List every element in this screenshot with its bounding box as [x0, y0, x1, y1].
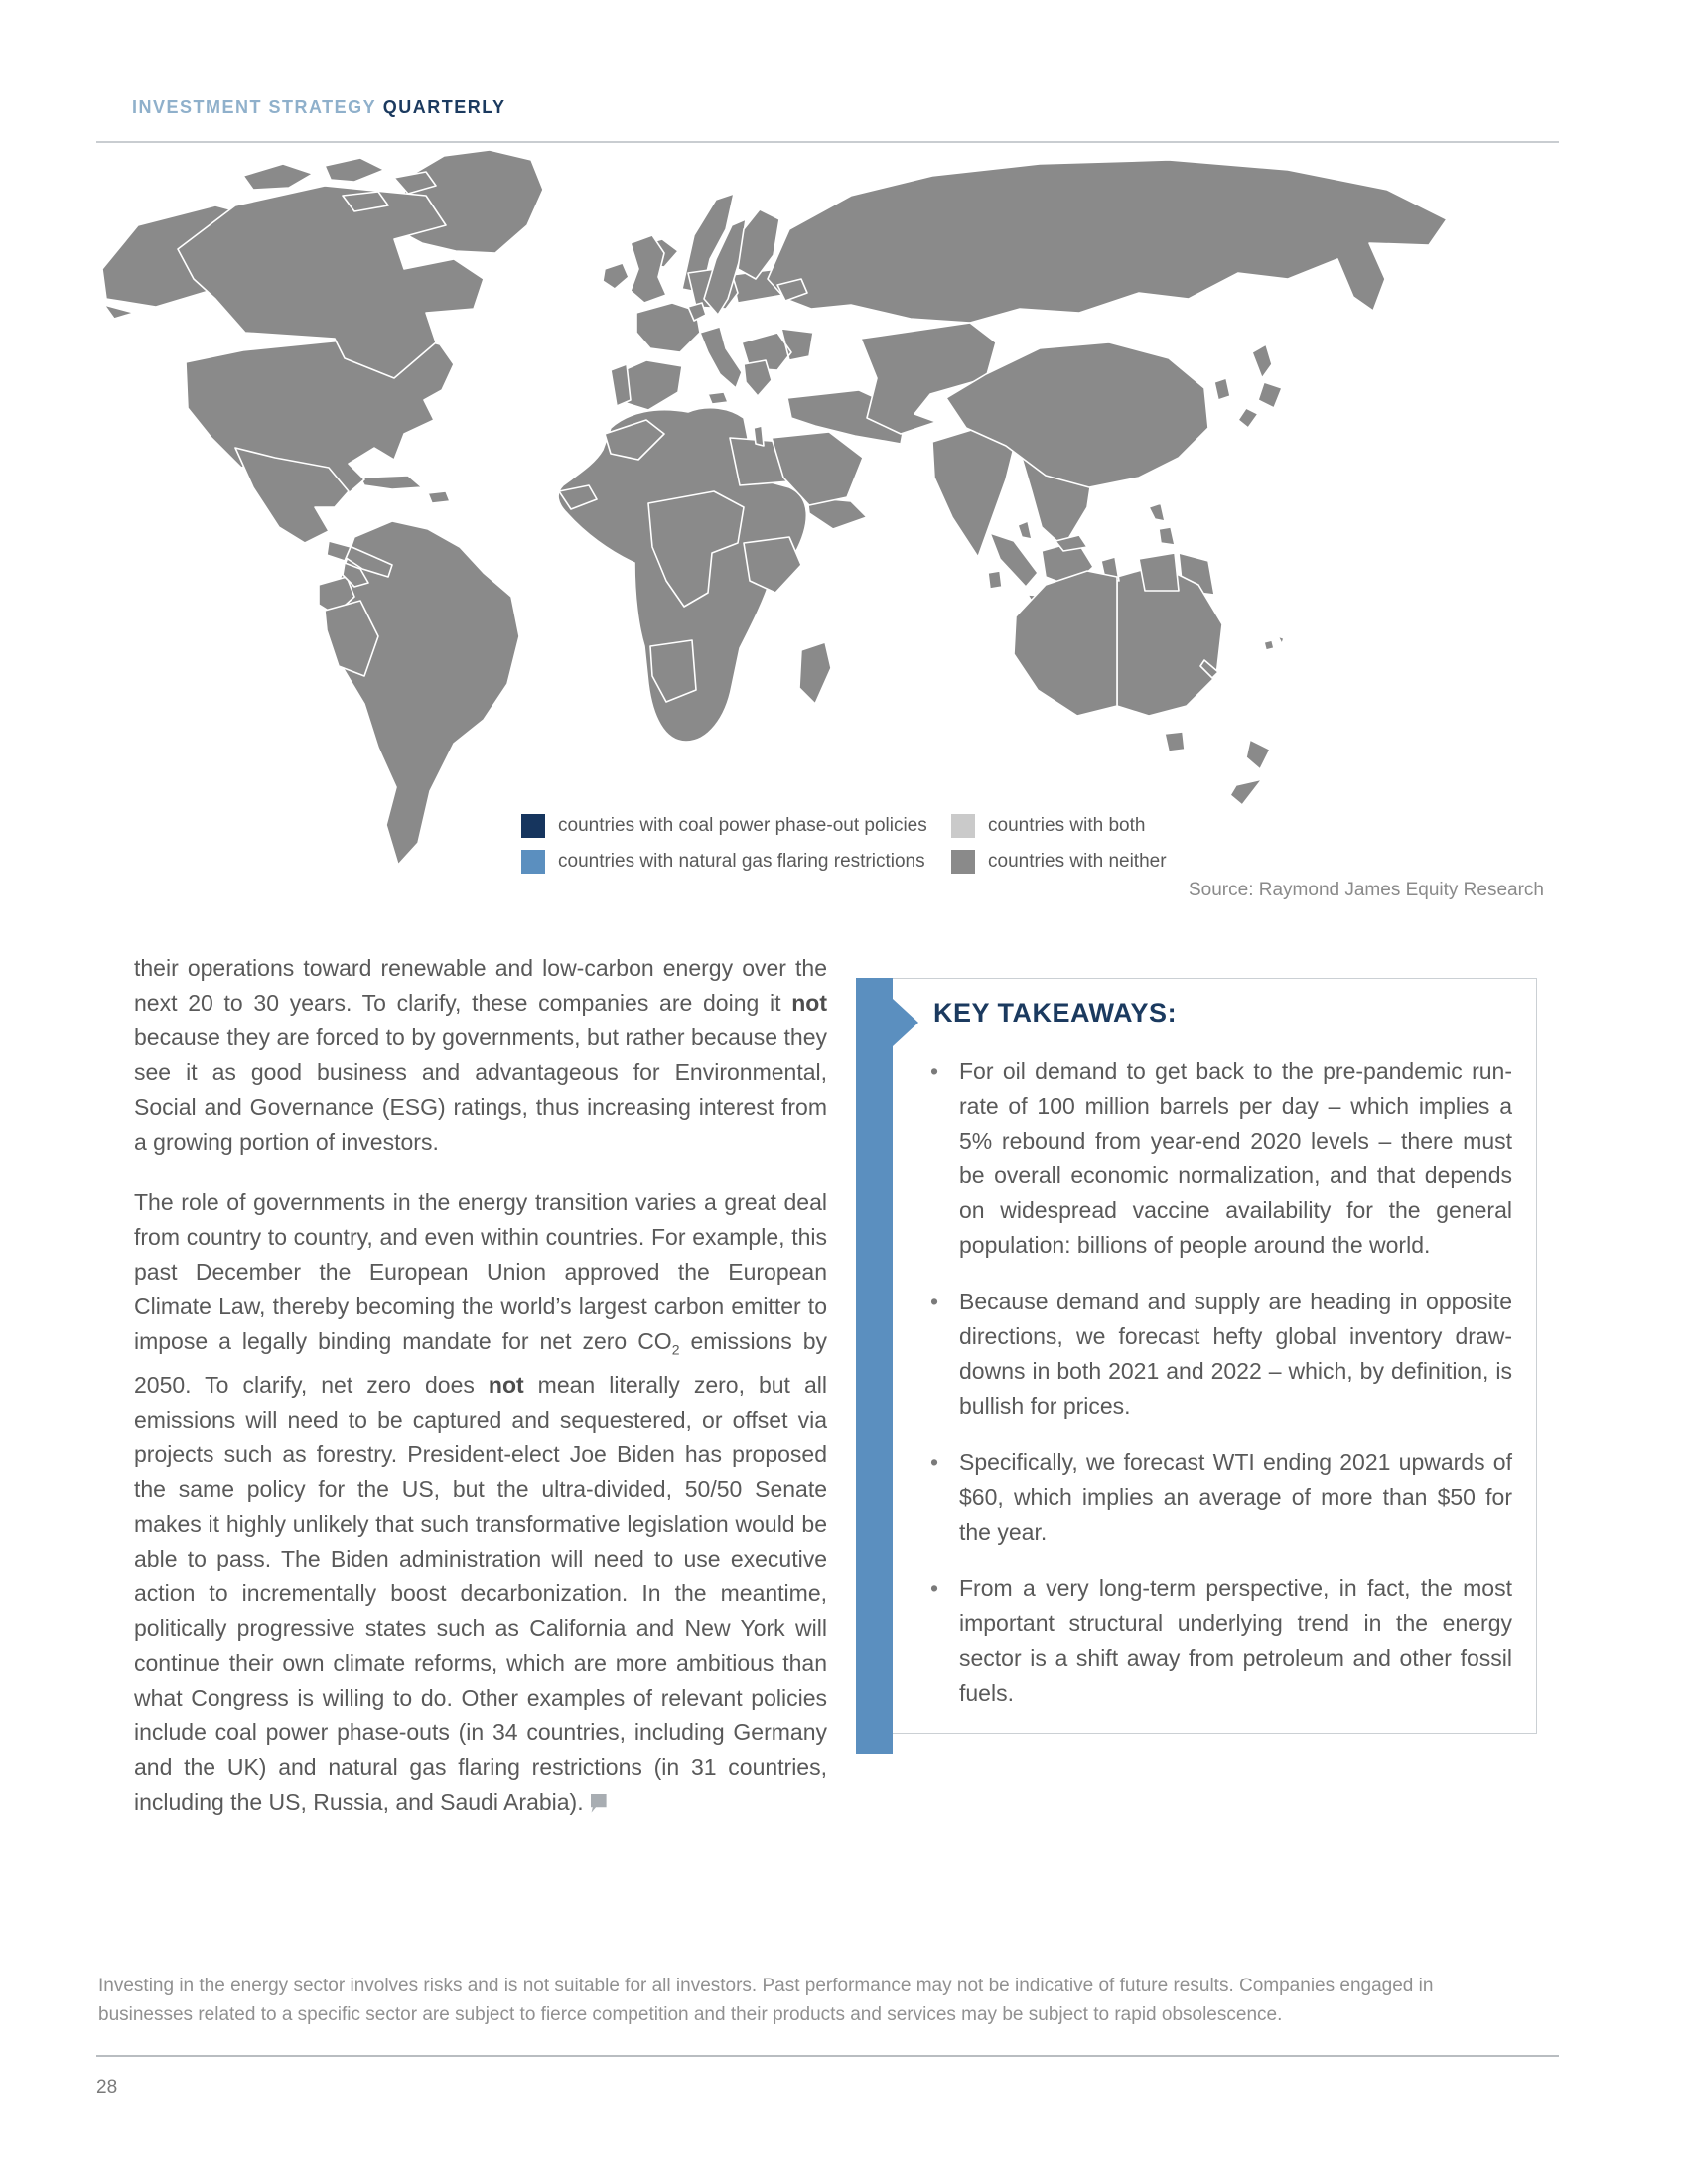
map-region-sri-lanka — [988, 571, 1002, 589]
end-of-article-mark — [591, 1794, 607, 1813]
publication-title-light: INVESTMENT STRATEGY — [132, 97, 377, 117]
map-region-italy — [700, 327, 742, 404]
map-region-caribbean — [360, 476, 450, 503]
publication-title — [132, 97, 506, 118]
map-source: Source: Raymond James Equity Research — [1189, 880, 1544, 900]
publication-title-bold: QUARTERLY — [382, 97, 506, 117]
key-takeaways-list — [928, 1054, 1512, 1732]
map-region-philippines — [1149, 503, 1175, 545]
p2-text: The role of governments in the energy transition varies a great deal from country to country, and even within countries. For example, this past December the European Union approved the European Climate Law, thereby becoming the world’s largest carbon emitter to impose a legally binding mandate for net zero CO — [134, 1189, 827, 1354]
key-takeaways-title: KEY TAKEAWAYS: — [933, 998, 1178, 1027]
map-region-israel — [754, 426, 764, 446]
key-takeaways-ribbon — [856, 978, 893, 1754]
legend-label-flaring: countries with natural gas flaring restrictions — [558, 851, 925, 872]
key-takeaway-item: • Because demand and supply are heading in opposite directions, we forecast hefty global inventory draw-downs in both 2021 and 2022 – which, by definition, is bullish for prices. — [928, 1285, 1512, 1424]
map-region-tasmania — [1165, 732, 1185, 751]
map-legend — [521, 814, 1167, 874]
p2-subscript: 2 — [671, 1341, 680, 1358]
legend-item-coal — [521, 814, 951, 838]
map-region-greece — [744, 360, 772, 396]
legend-item-flaring — [521, 850, 951, 874]
map-region-japan — [1238, 344, 1282, 428]
page-number: 28 — [96, 2077, 118, 2098]
map-region-russia — [768, 160, 1447, 323]
article-paragraph-2 — [134, 1185, 827, 1820]
map-region-new-zealand — [1230, 740, 1270, 805]
article-paragraph-1 — [134, 951, 827, 1160]
p2-bold: not — [488, 1371, 524, 1398]
legend-item-both — [951, 814, 1167, 838]
key-takeaway-item: • From a very long-term perspective, in fact, the most important structural underlying trend in the energy sector is a shift away from petroleum and other fossil fuels. — [928, 1571, 1512, 1710]
p1-text-2: because they are forced to by governments, but rather because they see it as good business and advantageous for Environmental, Social and Governance (ESG) ratings, thus increasing interest from a growing portion of investors. — [134, 1024, 827, 1155]
footer-disclaimer: Investing in the energy sector involves risks and is not suitable for all investors. Past performance may not be indicative of future results. Companies engaged in businesses related to a specific sector are subject to fierce competition and their products and services may be subject to rapid obsolescence. — [98, 1976, 1434, 2025]
key-takeaway-item: • Specifically, we forecast WTI ending 2021 upwards of $60, which implies an average of more than $50 for the year. — [928, 1445, 1512, 1550]
world-map-svg — [94, 147, 1484, 884]
legend-swatch-neither — [951, 850, 975, 874]
legend-item-neither — [951, 850, 1167, 874]
map-region-ireland — [603, 263, 629, 289]
p2-text-2: emissions by 2050. To clarify, net zero does — [134, 1328, 827, 1398]
legend-swatch-both — [951, 814, 975, 838]
header-rule — [96, 141, 1559, 143]
map-region-madagascar — [799, 642, 831, 704]
footer-rule — [96, 2055, 1559, 2057]
legend-label-coal: countries with coal power phase-out policies — [558, 815, 927, 836]
p2-text-3: mean literally zero, but all emissions will need to be captured and sequestered, or offset via projects such as forestry. President-elect Joe Biden has proposed the same policy for the US, but the ultra-divided, 50/50 Senate makes it highly unlikely that such transformative legislation would be able to pass. The Biden administration will need to use executive action to incrementally boost decarbonization. In the meantime, politically progressive states such as California and New York will continue their own climate reforms, which are more ambitious than what Congress is willing to do. Other examples of relevant policies include coal power phase-outs (in 34 countries, including Germany and the UK) and natural gas flaring restrictions (in 31 countries, including the US, Russia, and Saudi Arabia). — [134, 1371, 827, 1815]
legend-swatch-coal — [521, 814, 545, 838]
map-region-portugal — [611, 364, 631, 406]
world-map — [94, 147, 1484, 884]
legend-label-neither: countries with neither — [988, 851, 1167, 872]
p1-text: their operations toward renewable and low-carbon energy over the next 20 to 30 years. To clarify, these companies are doing it — [134, 955, 827, 1016]
article-column — [134, 951, 827, 1845]
key-takeaway-item: • For oil demand to get back to the pre-pandemic run-rate of 100 million barrels per day – which implies a 5% rebound from year-end 2020 levels – there must be overall economic normalization, and that depends on widespread vaccine availability for the general population: billions of people around the world. — [928, 1054, 1512, 1263]
legend-label-both: countries with both — [988, 815, 1146, 836]
legend-swatch-flaring — [521, 850, 545, 874]
key-takeaways-arrow-icon — [893, 999, 918, 1046]
map-region-korea — [1214, 378, 1230, 400]
p1-bold: not — [791, 990, 827, 1016]
map-region-australia-west — [1014, 571, 1117, 716]
